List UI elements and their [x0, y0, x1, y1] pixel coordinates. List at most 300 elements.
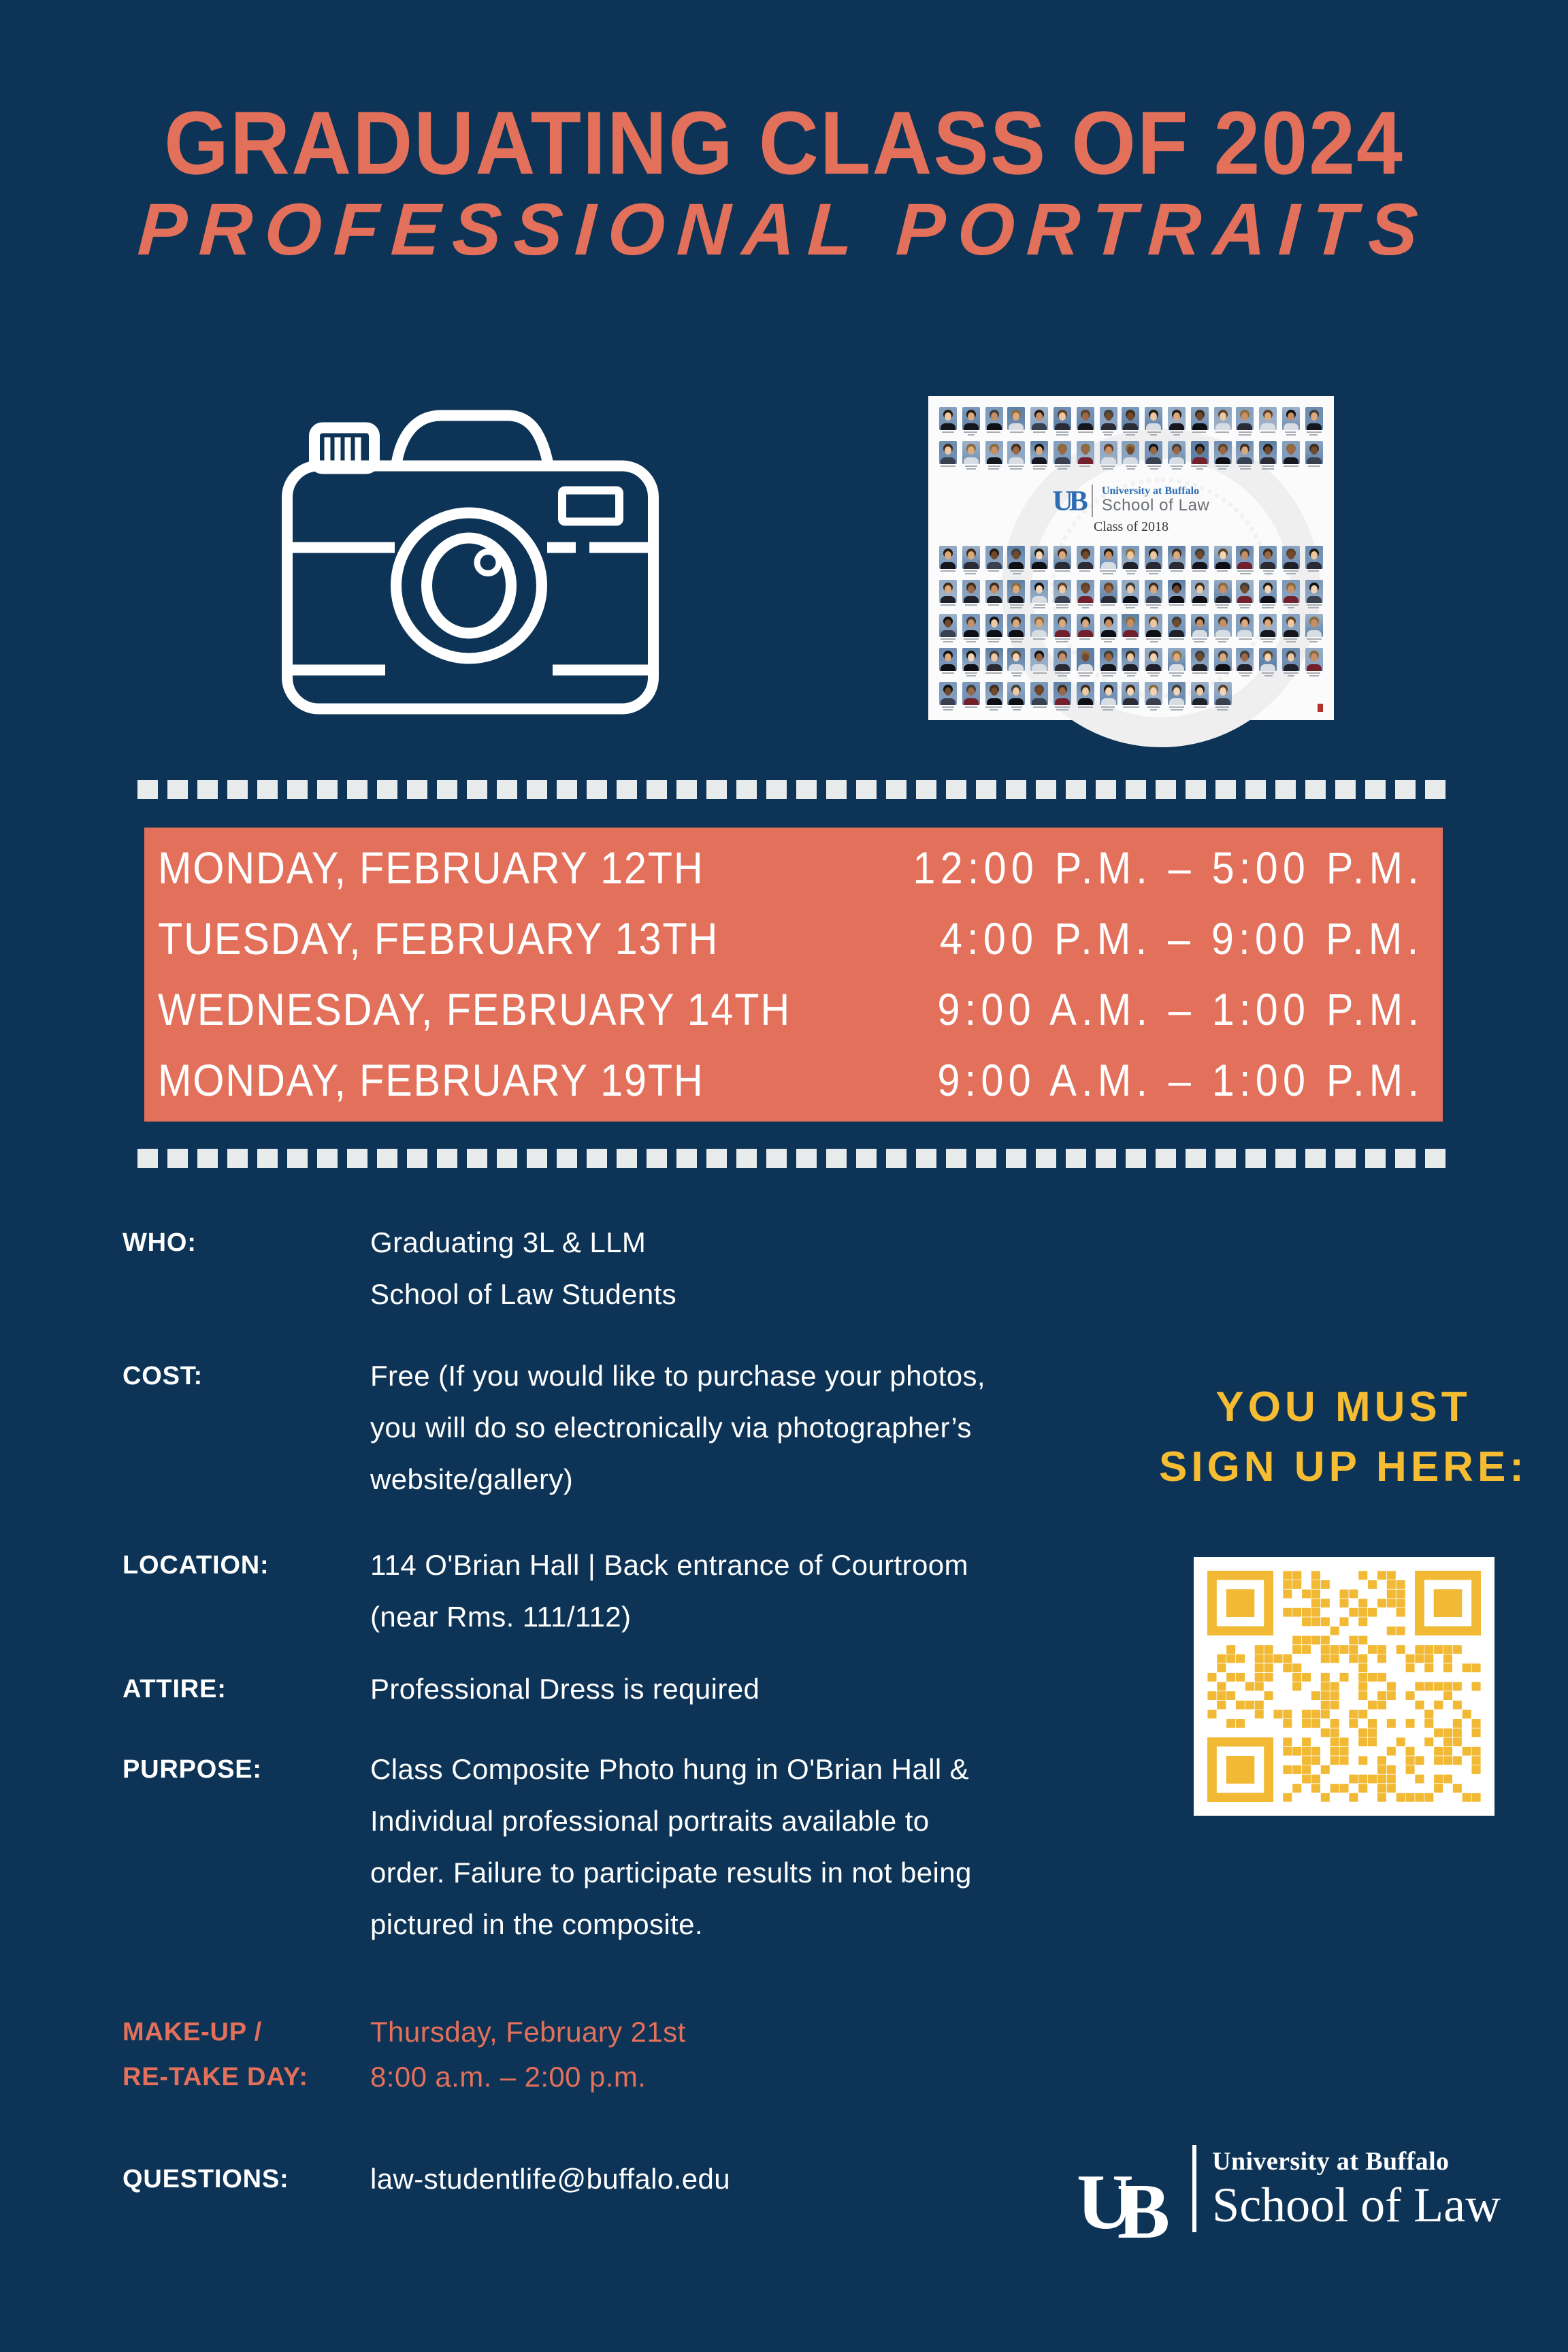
portrait-face	[1105, 551, 1111, 559]
portrait-photo	[1145, 682, 1162, 705]
portrait-photo	[939, 580, 957, 603]
portrait-caption	[1305, 430, 1323, 437]
section-label-line: WHO:	[122, 1229, 197, 1258]
portrait-thumbnail	[1259, 580, 1277, 610]
caption-line	[1010, 638, 1023, 640]
portrait-caption	[1282, 603, 1300, 610]
portrait-caption	[1305, 637, 1323, 644]
portrait-caption	[1145, 671, 1162, 678]
caption-line	[1011, 672, 1022, 674]
portrait-caption	[1030, 464, 1048, 471]
portrait-face	[1059, 687, 1066, 695]
caption-line	[1057, 641, 1068, 642]
caption-line	[1056, 434, 1068, 436]
portrait-photo	[1030, 648, 1048, 671]
footer-org-unit: School of Law	[1212, 2178, 1501, 2232]
portrait-thumbnail	[1122, 580, 1140, 610]
caption-line	[1286, 573, 1295, 574]
portrait-row	[939, 580, 1323, 610]
portrait-photo	[1191, 441, 1209, 464]
portrait-caption	[1099, 430, 1117, 437]
caption-line	[1077, 604, 1092, 606]
portrait-suit	[1192, 457, 1207, 464]
portrait-suit	[1284, 423, 1298, 430]
portrait-photo	[1191, 407, 1209, 430]
portrait-thumbnail	[1213, 441, 1231, 471]
portrait-suit	[941, 457, 956, 464]
caption-line	[941, 672, 955, 674]
portrait-face	[1196, 653, 1203, 661]
caption-line	[1058, 675, 1066, 676]
section-label-line: ATTIRE:	[122, 1676, 227, 1704]
portrait-thumbnail	[1191, 682, 1209, 712]
portrait-caption	[1122, 430, 1140, 437]
portrait-face	[1311, 619, 1318, 627]
caption-line	[1307, 672, 1320, 674]
caption-line	[1149, 675, 1158, 676]
portrait-thumbnail	[939, 614, 957, 644]
caption-line	[1239, 638, 1252, 640]
caption-line	[1196, 468, 1203, 470]
portrait-face	[1219, 412, 1226, 420]
portrait-face	[1059, 619, 1066, 627]
portrait-photo	[1145, 580, 1162, 603]
caption-line	[1056, 431, 1068, 433]
caption-line	[1239, 468, 1251, 470]
portrait-thumbnail	[1213, 407, 1231, 437]
portrait-face	[1288, 585, 1294, 593]
portrait-photo	[1008, 682, 1026, 705]
caption-line	[1123, 706, 1139, 708]
portrait-caption	[1168, 603, 1186, 610]
caption-line	[1056, 604, 1068, 606]
caption-line	[988, 468, 999, 470]
portrait-suit	[964, 596, 979, 603]
portrait-thumbnail	[1008, 407, 1026, 437]
portrait-face	[1105, 585, 1111, 593]
portrait-caption	[1122, 464, 1140, 471]
portrait-photo	[1099, 682, 1117, 705]
portrait-caption	[1122, 671, 1140, 678]
portrait-caption	[1077, 671, 1094, 678]
portrait-thumbnail	[1099, 441, 1117, 471]
portrait-face	[1082, 585, 1089, 593]
caption-line	[1264, 573, 1272, 574]
portrait-thumbnail	[1305, 407, 1323, 437]
caption-line	[1056, 607, 1068, 608]
portrait-suit	[1009, 562, 1024, 569]
portrait-thumbnail	[1008, 580, 1026, 610]
caption-line	[1306, 431, 1321, 433]
caption-line	[1011, 468, 1023, 470]
portrait-thumbnail	[939, 580, 957, 610]
caption-line	[967, 434, 975, 436]
portrait-suit	[1146, 630, 1161, 637]
portrait-caption	[1008, 603, 1026, 610]
caption-line	[1169, 604, 1184, 606]
caption-line	[1309, 434, 1318, 436]
portrait-thumbnail	[962, 407, 980, 437]
portrait-caption	[1077, 569, 1094, 576]
caption-line	[1078, 706, 1093, 708]
portrait-thumbnail	[1030, 614, 1048, 644]
portrait-suit	[1055, 698, 1070, 705]
portrait-caption	[939, 569, 957, 576]
portrait-thumbnail	[1282, 614, 1300, 644]
portrait-suit	[1032, 698, 1047, 705]
portrait-caption	[1122, 637, 1140, 644]
caption-line	[943, 431, 954, 433]
portrait-caption	[1054, 569, 1071, 576]
portrait-thumbnail	[1259, 407, 1277, 437]
portrait-face	[990, 653, 997, 661]
portrait-caption	[1030, 671, 1048, 678]
portrait-caption	[1259, 671, 1277, 678]
portrait-face	[1288, 619, 1294, 627]
caption-line	[1079, 570, 1090, 572]
portrait-thumbnail	[1305, 648, 1323, 678]
caption-line	[1126, 468, 1135, 470]
portrait-suit	[1032, 596, 1047, 603]
portrait-suit	[1238, 423, 1253, 430]
caption-line	[1078, 672, 1092, 674]
portrait-thumbnail	[1191, 441, 1209, 471]
caption-line	[1011, 607, 1023, 608]
portrait-caption	[1237, 430, 1254, 437]
caption-line	[1237, 570, 1253, 572]
portrait-face	[990, 412, 997, 420]
caption-line	[1192, 431, 1206, 433]
composite-class-label: Class of 2018	[1094, 519, 1169, 534]
portrait-thumbnail	[962, 648, 980, 678]
portrait-face	[1196, 551, 1203, 559]
section-label	[122, 1665, 370, 1716]
portrait-thumbnail	[1168, 441, 1186, 471]
caption-line	[1078, 431, 1092, 433]
portrait-suit	[1307, 630, 1322, 637]
portrait-face	[1219, 619, 1226, 627]
portrait-thumbnail	[939, 682, 957, 712]
portrait-photo	[1213, 407, 1231, 430]
portrait-photo	[1054, 407, 1071, 430]
portrait-suit	[1192, 562, 1207, 569]
portrait-photo	[1122, 682, 1140, 705]
portrait-photo	[1305, 441, 1323, 464]
caption-line	[941, 706, 954, 708]
portrait-photo	[1054, 648, 1071, 671]
caption-line	[1193, 706, 1206, 708]
portrait-thumbnail	[1191, 407, 1209, 437]
portrait-photo	[1213, 546, 1231, 569]
portrait-caption	[1168, 569, 1186, 576]
portrait-suit	[941, 698, 956, 705]
portrait-caption	[1077, 464, 1094, 471]
caption-line	[1150, 468, 1158, 470]
portrait-suit	[1169, 457, 1184, 464]
portrait-photo	[1099, 441, 1117, 464]
caption-line	[1034, 431, 1045, 433]
portrait-caption	[939, 637, 957, 644]
portrait-photo	[1305, 407, 1323, 430]
portrait-caption	[1259, 464, 1277, 471]
portrait-caption	[962, 705, 980, 712]
portrait-caption	[1145, 603, 1162, 610]
portrait-photo	[1168, 441, 1186, 464]
portrait-suit	[1124, 562, 1139, 569]
portrait-photo	[985, 614, 1002, 637]
portrait-suit	[964, 562, 979, 569]
caption-line	[1286, 641, 1295, 642]
portrait-suit	[1215, 630, 1230, 637]
portrait-face	[945, 687, 951, 695]
portrait-face	[990, 446, 997, 454]
caption-line	[1262, 607, 1274, 608]
portrait-suit	[1215, 457, 1230, 464]
portrait-suit	[1215, 562, 1230, 569]
portrait-photo	[1145, 407, 1162, 430]
portrait-face	[945, 653, 951, 661]
portrait-suit	[1032, 423, 1047, 430]
portrait-suit	[986, 630, 1001, 637]
portrait-photo	[1213, 441, 1231, 464]
portrait-thumbnail	[1054, 648, 1071, 678]
portrait-thumbnail	[1237, 648, 1254, 678]
caption-line	[1241, 675, 1250, 676]
portrait-photo	[1030, 407, 1048, 430]
portrait-caption	[985, 603, 1002, 610]
portrait-suit	[1192, 423, 1207, 430]
portrait-caption	[1305, 671, 1323, 678]
caption-line	[1216, 431, 1229, 433]
portrait-photo	[1168, 407, 1186, 430]
portrait-photo	[985, 682, 1002, 705]
portrait-thumbnail	[1077, 682, 1094, 712]
caption-line	[1081, 607, 1089, 608]
caption-line	[966, 573, 976, 574]
portrait-caption	[1259, 430, 1277, 437]
portrait-thumbnail	[962, 441, 980, 471]
caption-line	[1056, 638, 1070, 640]
portrait-thumbnail	[1099, 546, 1117, 576]
caption-line	[1169, 672, 1184, 674]
portrait-photo	[985, 546, 1002, 569]
portrait-photo	[1259, 580, 1277, 603]
portrait-caption	[939, 705, 957, 712]
caption-line	[965, 604, 977, 606]
portrait-caption	[1213, 569, 1231, 576]
caption-line	[1103, 709, 1113, 710]
schedule-time: 9:00 A.M. – 1:00 P.M.	[937, 1055, 1424, 1105]
caption-line	[1105, 641, 1112, 642]
portrait-photo	[1168, 682, 1186, 705]
signup-qr-code	[1194, 1557, 1494, 1816]
portrait-suit	[1124, 596, 1139, 603]
portrait-suit	[1100, 698, 1115, 705]
ub-monogram: UB	[1052, 484, 1084, 517]
portrait-suit	[1100, 423, 1115, 430]
class-composite-photo	[928, 396, 1334, 720]
caption-line	[1147, 466, 1161, 467]
portrait-suit	[1124, 457, 1139, 464]
portrait-suit	[1055, 423, 1070, 430]
section-label-line: RE-TAKE DAY:	[122, 2063, 308, 2092]
portrait-caption	[1099, 464, 1117, 471]
portrait-thumbnail	[1077, 614, 1094, 644]
caption-line	[966, 641, 976, 642]
portrait-suit	[1192, 664, 1207, 671]
portrait-photo	[1145, 648, 1162, 671]
portrait-suit	[1215, 596, 1230, 603]
portrait-caption	[1282, 637, 1300, 644]
portrait-caption	[1077, 430, 1094, 437]
portrait-suit	[1146, 423, 1161, 430]
portrait-thumbnail	[1213, 614, 1231, 644]
portrait-thumbnail	[1145, 648, 1162, 678]
caption-line	[1192, 466, 1208, 467]
portrait-photo	[1168, 546, 1186, 569]
portrait-suit	[1078, 664, 1093, 671]
portrait-thumbnail	[1077, 546, 1094, 576]
portrait-thumbnail	[1099, 407, 1117, 437]
portrait-suit	[1078, 423, 1093, 430]
portrait-thumbnail	[1145, 441, 1162, 471]
portrait-caption	[1213, 705, 1231, 712]
caption-line	[1260, 638, 1275, 640]
portrait-caption	[1145, 705, 1162, 712]
portrait-thumbnail	[1008, 441, 1026, 471]
portrait-photo	[1282, 580, 1300, 603]
portrait-photo	[1077, 580, 1094, 603]
portrait-suit	[1032, 457, 1047, 464]
portrait-photo	[1191, 682, 1209, 705]
caption-line	[1146, 570, 1161, 572]
portrait-suit	[1009, 596, 1024, 603]
portrait-thumbnail	[1122, 614, 1140, 644]
schedule-time: 9:00 A.M. – 1:00 P.M.	[937, 984, 1424, 1034]
caption-line	[988, 570, 1000, 572]
portrait-thumbnail	[1213, 546, 1231, 576]
schedule-date: MONDAY, FEBRUARY 19TH	[158, 1055, 704, 1105]
portrait-photo	[1305, 614, 1323, 637]
portrait-photo	[1030, 580, 1048, 603]
caption-line	[1127, 573, 1135, 574]
caption-line	[1264, 675, 1272, 676]
caption-line	[1171, 431, 1182, 433]
portrait-face	[1105, 619, 1111, 627]
portrait-face	[1082, 412, 1089, 420]
composite-org-unit: School of Law	[1101, 495, 1210, 515]
portrait-thumbnail	[1168, 682, 1186, 712]
portrait-suit	[1009, 664, 1024, 671]
caption-line	[941, 638, 956, 640]
portrait-caption	[962, 464, 980, 471]
portrait-suit	[1238, 596, 1253, 603]
caption-line	[1100, 570, 1116, 572]
portrait-suit	[1260, 562, 1275, 569]
portrait-suit	[1124, 630, 1139, 637]
portrait-photo	[1191, 546, 1209, 569]
caption-line	[1239, 431, 1252, 433]
caption-line	[989, 641, 999, 642]
portrait-caption	[1008, 430, 1026, 437]
portrait-photo	[1008, 580, 1026, 603]
caption-line	[1284, 466, 1299, 467]
portrait-thumbnail	[1030, 580, 1048, 610]
caption-line	[1102, 573, 1114, 574]
portrait-suit	[941, 630, 956, 637]
caption-line	[1126, 434, 1136, 436]
portrait-face	[1059, 585, 1066, 593]
portrait-face	[1288, 653, 1294, 661]
caption-line	[965, 672, 977, 674]
portrait-suit	[1078, 596, 1093, 603]
section-value	[370, 1218, 676, 1322]
portrait-caption	[1008, 705, 1026, 712]
portrait-face	[1311, 551, 1318, 559]
caption-line	[1102, 431, 1113, 433]
caption-line	[1309, 675, 1318, 676]
portrait-face	[1173, 412, 1180, 420]
portrait-face	[1173, 619, 1180, 627]
portrait-face	[1173, 446, 1180, 454]
section-label-line: QUESTIONS:	[122, 2166, 289, 2194]
section-value	[370, 1352, 985, 1507]
portrait-face	[1219, 446, 1226, 454]
portrait-face	[1059, 446, 1066, 454]
caption-line	[1194, 641, 1205, 642]
portrait-photo	[939, 441, 957, 464]
portrait-photo	[1237, 648, 1254, 671]
portrait-photo	[985, 648, 1002, 671]
portrait-suit	[1078, 698, 1093, 705]
portrait-caption	[1191, 671, 1209, 678]
caption-line	[966, 468, 976, 470]
section-value	[370, 1745, 972, 1952]
portrait-caption	[1030, 603, 1048, 610]
portrait-caption	[1191, 430, 1209, 437]
section-value-line: website/gallery)	[370, 1465, 574, 1496]
caption-line	[1054, 466, 1070, 467]
portrait-suit	[1260, 423, 1275, 430]
portrait-caption	[1077, 705, 1094, 712]
portrait-face	[1311, 446, 1318, 454]
caption-line	[1126, 638, 1137, 640]
caption-line	[988, 604, 1000, 606]
portrait-thumbnail	[1122, 648, 1140, 678]
portrait-photo	[1237, 614, 1254, 637]
portrait-face	[968, 551, 975, 559]
portrait-caption	[985, 637, 1002, 644]
portrait-thumbnail	[1259, 614, 1277, 644]
schedule-date: WEDNESDAY, FEBRUARY 14TH	[158, 984, 791, 1034]
portrait-suit	[1124, 664, 1139, 671]
portrait-thumbnail	[1305, 614, 1323, 644]
portrait-thumbnail	[1237, 580, 1254, 610]
portrait-photo	[1259, 546, 1277, 569]
portrait-face	[1082, 551, 1089, 559]
caption-line	[1173, 434, 1180, 436]
portrait-thumbnail	[1168, 580, 1186, 610]
caption-line	[1124, 431, 1139, 433]
portrait-thumbnail	[1008, 648, 1026, 678]
portrait-suit	[1078, 457, 1093, 464]
caption-line	[1284, 604, 1298, 606]
portrait-thumbnail	[962, 614, 980, 644]
portrait-caption	[1237, 671, 1254, 678]
portrait-suit	[1055, 457, 1070, 464]
portrait-photo	[1008, 441, 1026, 464]
portrait-photo	[1008, 546, 1026, 569]
